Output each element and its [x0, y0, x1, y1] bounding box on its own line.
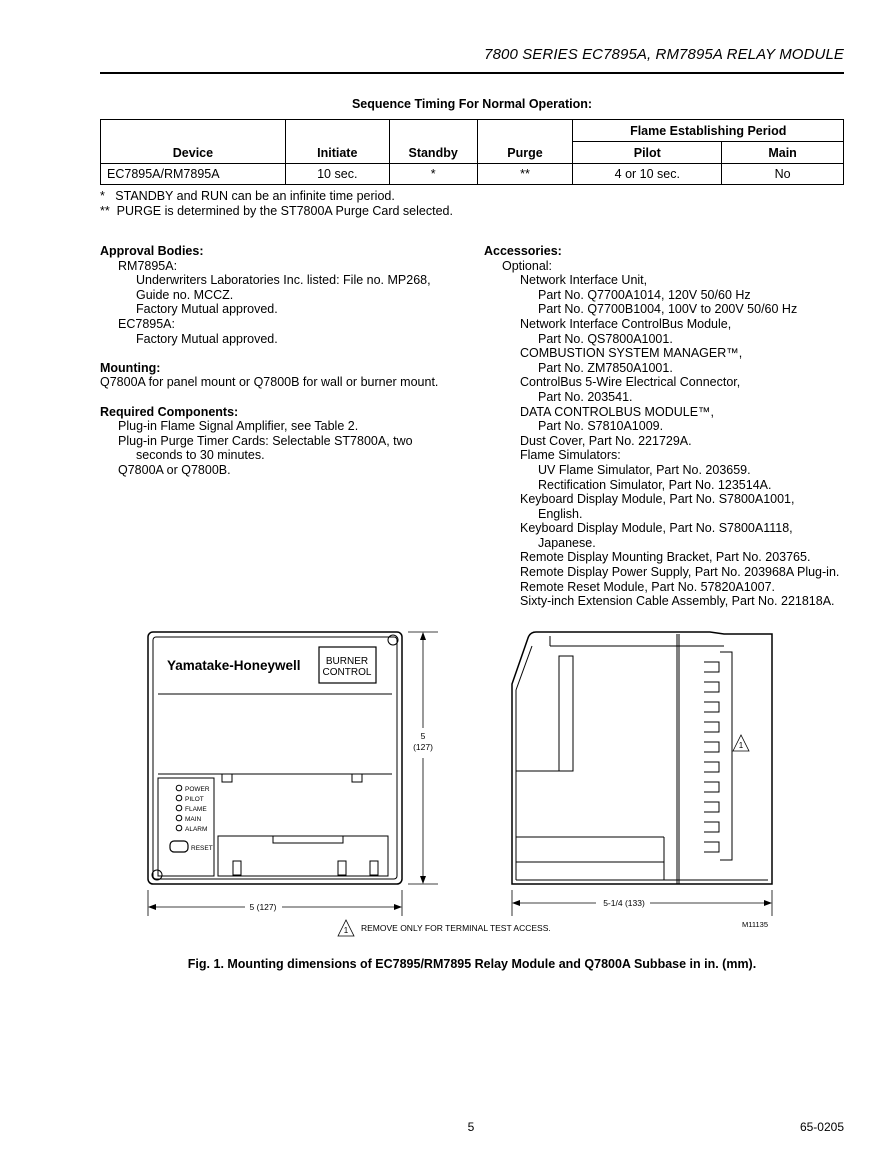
header-title: 7800 SERIES EC7895A, RM7895A RELAY MODULE [484, 46, 844, 63]
column-header: Main [722, 142, 844, 164]
table-cell: 10 sec. [285, 164, 389, 185]
height-dimension: 5 [420, 731, 426, 741]
footnote-purge: ** PURGE is determined by the ST7800A Purge Card selected. [100, 204, 453, 218]
footnote-standby: * STANDBY and RUN can be an infinite time period. [100, 189, 395, 203]
width-dimension: 5 (127) [249, 902, 277, 912]
left-column [100, 244, 470, 478]
text-line: RM7895A: [118, 258, 178, 273]
column-header: Pilot [573, 142, 722, 164]
text-line: Sixty-inch Extension Cable Assembly, Part No. 221818A. [520, 594, 835, 609]
text-line: Keyboard Display Module, Part No. S7800A1118, [520, 521, 793, 536]
burner-label: BURNER [325, 656, 369, 667]
led-label: PILOT [185, 796, 204, 803]
table-title: Sequence Timing For Normal Operation: [351, 97, 593, 111]
column-header: Device [101, 120, 286, 164]
column-header: Purge [477, 120, 573, 164]
drawing-id: M11135 [742, 920, 768, 929]
text-line: Part No. Q7700B1004, 100V to 200V 50/60 Hz [538, 302, 798, 317]
text-line: EC7895A: [118, 316, 175, 331]
text-line: UV Flame Simulator, Part No. 203659. [538, 462, 751, 477]
column-header: Standby [389, 120, 477, 164]
depth-dimension: 5-1/4 (133) [603, 898, 645, 908]
control-label: CONTROL [322, 667, 372, 678]
led-label: ALARM [185, 826, 208, 833]
led-label: POWER [185, 786, 210, 793]
section-heading: Mounting: [100, 360, 161, 375]
table-cell: * [389, 164, 477, 185]
text-line: Part No. QS7800A1001. [538, 331, 673, 346]
text-line: Q7800A for panel mount or Q7800B for wall or burner mount. [100, 375, 439, 390]
reset-label: RESET [191, 845, 213, 852]
table-cell: EC7895A/RM7895A [101, 164, 286, 185]
timing-table [100, 119, 844, 185]
text-line [100, 390, 470, 405]
text-line: Dust Cover, Part No. 221729A. [520, 433, 692, 448]
text-line: Flame Simulators: [520, 448, 621, 463]
text-line: Factory Mutual approved. [136, 331, 278, 346]
table-cell: 4 or 10 sec. [573, 164, 722, 185]
led-label: MAIN [185, 816, 202, 823]
text-line: Q7800A or Q7800B. [118, 462, 231, 477]
text-line: Part No. ZM7850A1001. [538, 360, 673, 375]
page-number: 5 [467, 1120, 475, 1134]
text-line [100, 346, 470, 361]
section-heading: Accessories: [484, 244, 562, 258]
text-line: ControlBus 5-Wire Electrical Connector, [520, 375, 741, 390]
document-number: 65-0205 [799, 1120, 844, 1134]
text-line: Plug-in Purge Timer Cards: Selectable ST7800A, two [118, 433, 413, 448]
figure-note [334, 916, 784, 940]
text-line: Plug-in Flame Signal Amplifier, see Table 2. [118, 419, 359, 434]
text-line: COMBUSTION SYSTEM MANAGER™, [520, 346, 743, 361]
text-line: Part No. 203541. [538, 389, 633, 404]
text-line: Underwriters Laboratories Inc. listed: File no. MP268, [136, 273, 431, 288]
text-line: Guide no. MCCZ. [136, 287, 234, 302]
table-cell: ** [477, 164, 573, 185]
right-column [484, 244, 864, 609]
text-line: Network Interface ControlBus Module, [520, 316, 732, 331]
module-side-view [504, 624, 784, 920]
group-header: Flame Establishing Period [573, 120, 844, 142]
table-cell: No [722, 164, 844, 185]
text-line: Network Interface Unit, [520, 273, 648, 288]
text-line: seconds to 30 minutes. [136, 448, 265, 463]
section-heading: Required Components: [100, 404, 239, 419]
text-line: Japanese. [538, 535, 596, 550]
callout-marker: 1 [738, 741, 744, 750]
figure-caption: Fig. 1. Mounting dimensions of EC7895/RM7895 Relay Module and Q7800A Subbase in in. (mm). [187, 957, 757, 971]
text-line: DATA CONTROLBUS MODULE™, [520, 404, 715, 419]
module-front-view [140, 624, 440, 920]
led-label: FLAME [185, 806, 207, 813]
column-header: Initiate [285, 120, 389, 164]
text-line: Part No. Q7700A1014, 120V 50/60 Hz [538, 287, 751, 302]
text-line: Factory Mutual approved. [136, 302, 278, 317]
text-line: Optional: [502, 258, 553, 273]
text-line: English. [538, 506, 583, 521]
callout-note: REMOVE ONLY FOR TERMINAL TEST ACCESS. [361, 923, 551, 933]
text-line: Remote Display Mounting Bracket, Part No. 203765. [520, 550, 811, 565]
text-line: Keyboard Display Module, Part No. S7800A1001, [520, 492, 795, 507]
text-line: Rectification Simulator, Part No. 123514A. [538, 477, 772, 492]
section-heading: Approval Bodies: [100, 244, 204, 258]
text-line: Part No. S7810A1009. [538, 419, 664, 434]
brand-logo: Yamatake-Honeywell [167, 658, 301, 673]
table-row [101, 164, 844, 185]
text-line: Remote Display Power Supply, Part No. 203968A Plug-in. [520, 565, 840, 580]
height-dimension-mm: (127) [413, 742, 433, 752]
header-rule [100, 72, 844, 74]
callout-marker: 1 [343, 926, 349, 935]
text-line: Remote Reset Module, Part No. 57820A1007. [520, 579, 776, 594]
